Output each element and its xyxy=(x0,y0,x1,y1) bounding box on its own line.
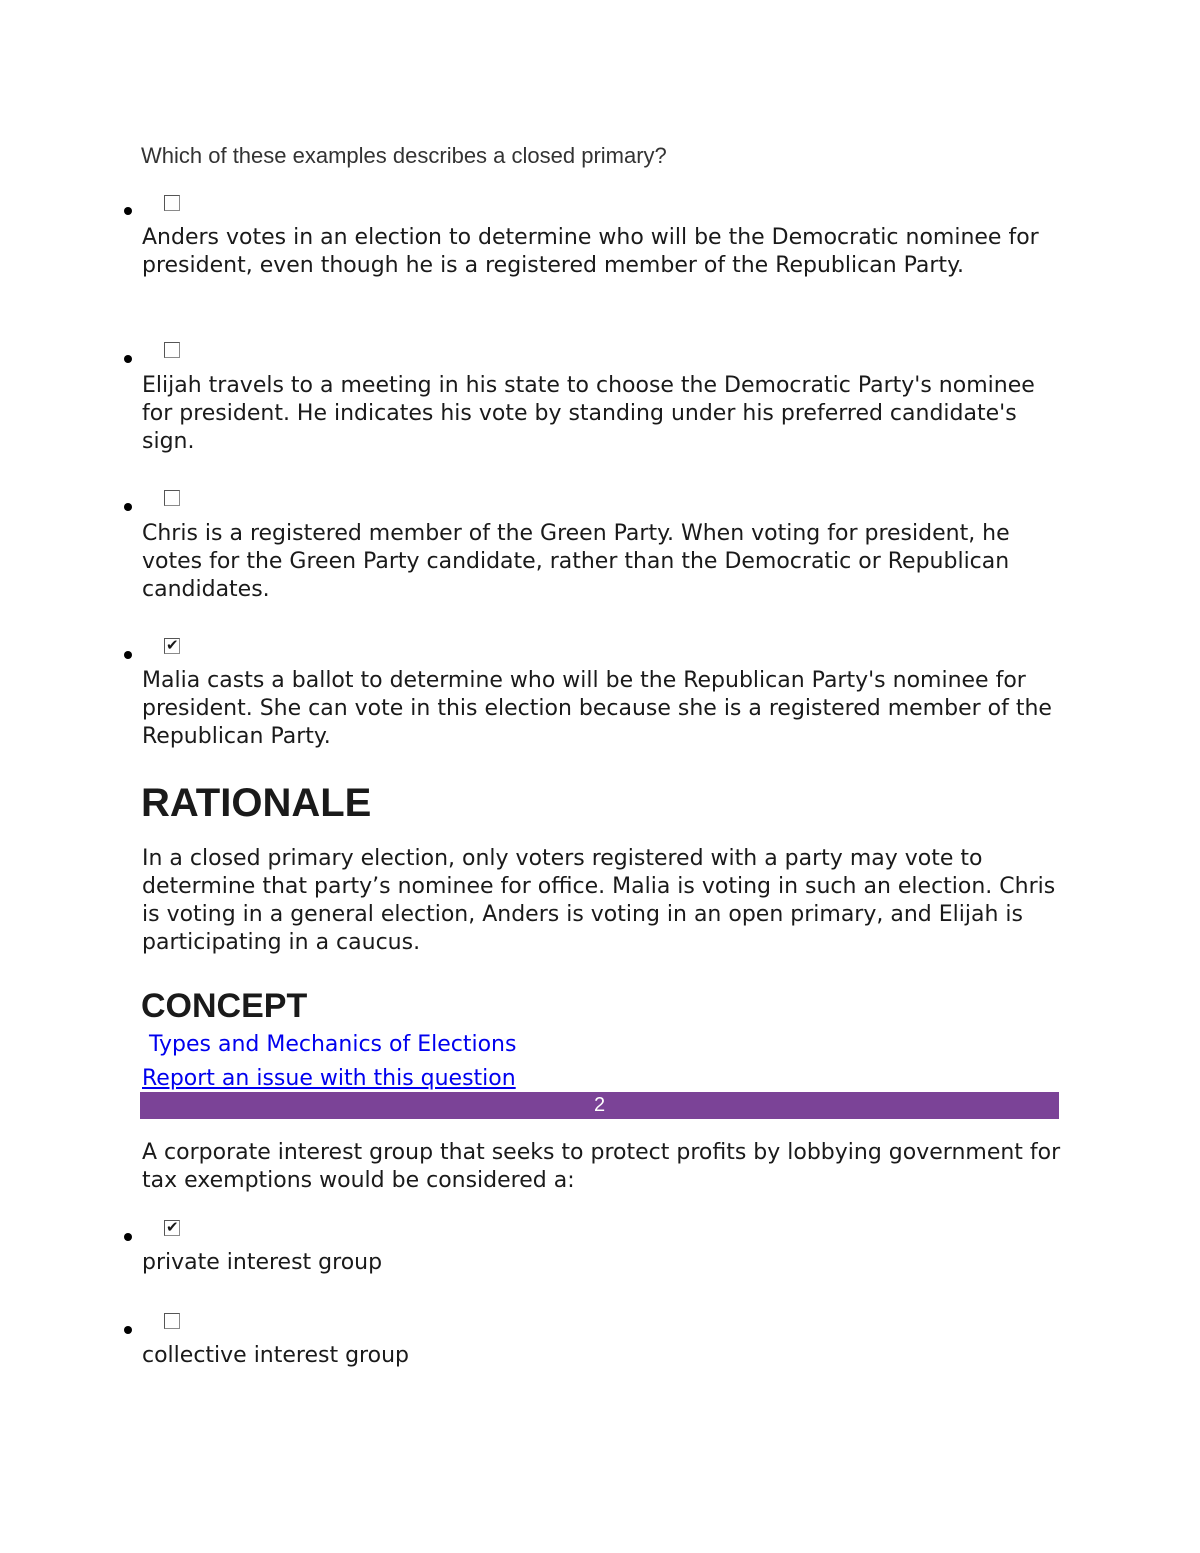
answer-option-text: Anders votes in an election to determine who will be the Democratic nominee for president, even though he is a registered member of the Republican Party. xyxy=(142,225,1039,278)
concept-heading: CONCEPT xyxy=(141,987,308,1025)
checkbox-unchecked-icon[interactable] xyxy=(164,1313,180,1329)
bullet-icon xyxy=(124,651,132,659)
checkbox-checked-icon[interactable] xyxy=(164,638,180,654)
question-number-bar: 2 xyxy=(140,1092,1059,1119)
question-2-prompt: A corporate interest group that seeks to protect profits by lobbying government for tax exemptions would be considered a: xyxy=(142,1140,1061,1193)
bullet-icon xyxy=(124,207,132,215)
checkbox-unchecked-icon[interactable] xyxy=(164,342,180,358)
answer-option-text: private interest group xyxy=(142,1250,383,1275)
bullet-icon xyxy=(124,355,132,363)
question-1-prompt: Which of these examples describes a closed primary? xyxy=(141,143,667,168)
checkbox-unchecked-icon[interactable] xyxy=(164,490,180,506)
checkbox-unchecked-icon[interactable] xyxy=(164,195,180,211)
concept-link[interactable]: Types and Mechanics of Elections xyxy=(149,1032,517,1057)
bullet-icon xyxy=(124,1233,132,1241)
bullet-icon xyxy=(124,503,132,511)
checkmark-icon: ✔ xyxy=(166,636,179,654)
bullet-icon xyxy=(124,1326,132,1334)
answer-option-text: Elijah travels to a meeting in his state to choose the Democratic Party's nominee for president. He indicates his vote by standing under his preferred candidate's sign. xyxy=(142,373,1035,454)
checkmark-icon: ✔ xyxy=(166,1218,179,1236)
rationale-heading: RATIONALE xyxy=(141,781,372,825)
checkbox-checked-icon[interactable] xyxy=(164,1220,180,1236)
answer-option-text: Chris is a registered member of the Green Party. When voting for president, he votes for the Green Party candidate, rather than the Democratic or Republican candidates. xyxy=(142,521,1010,602)
answer-option-text: collective interest group xyxy=(142,1343,409,1368)
answer-option-text: Malia casts a ballot to determine who will be the Republican Party's nominee for president. She can vote in this election because she is a registered member of the Republican Party. xyxy=(142,668,1052,749)
rationale-text: In a closed primary election, only voters registered with a party may vote to determine that party’s nominee for office. Malia is voting in such an election. Chris is voting in a general election, Anders is voting in an open primary, and Elijah is participating in a caucus. xyxy=(142,846,1056,955)
report-issue-link[interactable]: Report an issue with this question xyxy=(142,1066,516,1091)
